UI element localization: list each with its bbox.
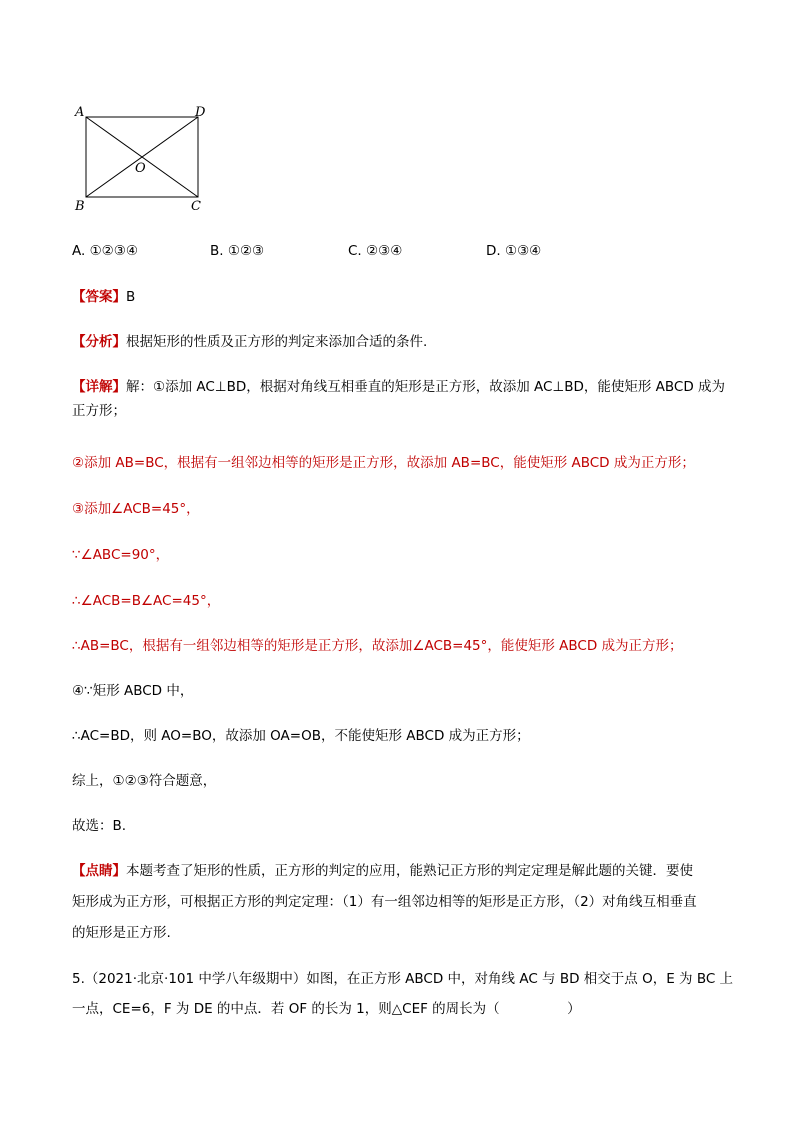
detail-line-1b: 正方形； <box>72 403 126 419</box>
comment-line-1 <box>72 861 732 881</box>
comment-tag: 【点睛】 <box>72 863 126 879</box>
answer-line <box>72 287 732 307</box>
answer-tag: 【答案】 <box>72 289 126 305</box>
detail-line-2: ②添加 AB=BC，根据有一组邻边相等的矩形是正方形，故添加 AB=BC，能使矩形 ABCD 成为正方形； <box>72 455 695 471</box>
analysis-text: 根据矩形的性质及正方形的判定来添加合适的条件. <box>126 334 428 350</box>
detail-line-9: 综上，①②③符合题意， <box>72 773 217 789</box>
question-5-line-1: 5.（2021·北京·101 中学八年级期中）如图，在正方形 ABCD 中，对角线 AC 与 BD 相交于点 O，E 为 BC 上 <box>72 971 734 987</box>
option-c: C. ②③④ <box>348 243 403 259</box>
comment-line-3: 的矩形是正方形. <box>72 925 171 941</box>
rectangle-diagram <box>70 100 220 220</box>
analysis-line <box>72 332 732 352</box>
label-d: D <box>195 105 206 120</box>
comment-text-1: 本题考查了矩形的性质，正方形的判定的应用，能熟记正方形的判定定理是解此题的关键．要使 <box>126 863 693 879</box>
answer-text: B <box>126 289 136 305</box>
detail-line-3: ③添加∠ACB=45°， <box>72 501 200 517</box>
detail-text-1: 解：①添加 AC⊥BD，根据对角线互相垂直的矩形是正方形，故添加 AC⊥BD，能使矩形 ABCD 成为 <box>126 379 726 395</box>
analysis-tag: 【分析】 <box>72 334 126 350</box>
label-o: O <box>135 161 146 176</box>
rectangle-figure <box>70 100 220 220</box>
detail-line-8: ∴AC=BD，则 AO=BO，故添加 OA=OB，不能使矩形 ABCD 成为正方形； <box>72 728 530 744</box>
detail-line-7: ④∵矩形 ABCD 中， <box>72 683 194 699</box>
option-b: B. ①②③ <box>210 243 265 259</box>
comment-line-2: 矩形成为正方形，可根据正方形的判定定理：（1）有一组邻边相等的矩形是正方形，（2）对角线互相垂直 <box>72 894 697 910</box>
label-c: C <box>191 199 201 214</box>
option-a: A. ①②③④ <box>72 243 138 259</box>
detail-tag: 【详解】 <box>72 379 126 395</box>
question-5-line-2: 一点，CE=6，F 为 DE 的中点．若 OF 的长为 1，则△CEF 的周长为（ ） <box>72 1001 581 1017</box>
detail-line-4: ∵∠ABC=90°， <box>72 547 170 563</box>
label-a: A <box>75 105 85 120</box>
detail-line-1 <box>72 377 732 397</box>
option-d: D. ①③④ <box>486 243 542 259</box>
detail-line-5: ∴∠ACB=B∠AC=45°， <box>72 593 221 609</box>
label-b: B <box>75 199 85 214</box>
detail-line-10: 故选：B. <box>72 818 127 834</box>
detail-line-6: ∴AB=BC，根据有一组邻边相等的矩形是正方形，故添加∠ACB=45°，能使矩形 ABCD 成为正方形； <box>72 638 683 654</box>
